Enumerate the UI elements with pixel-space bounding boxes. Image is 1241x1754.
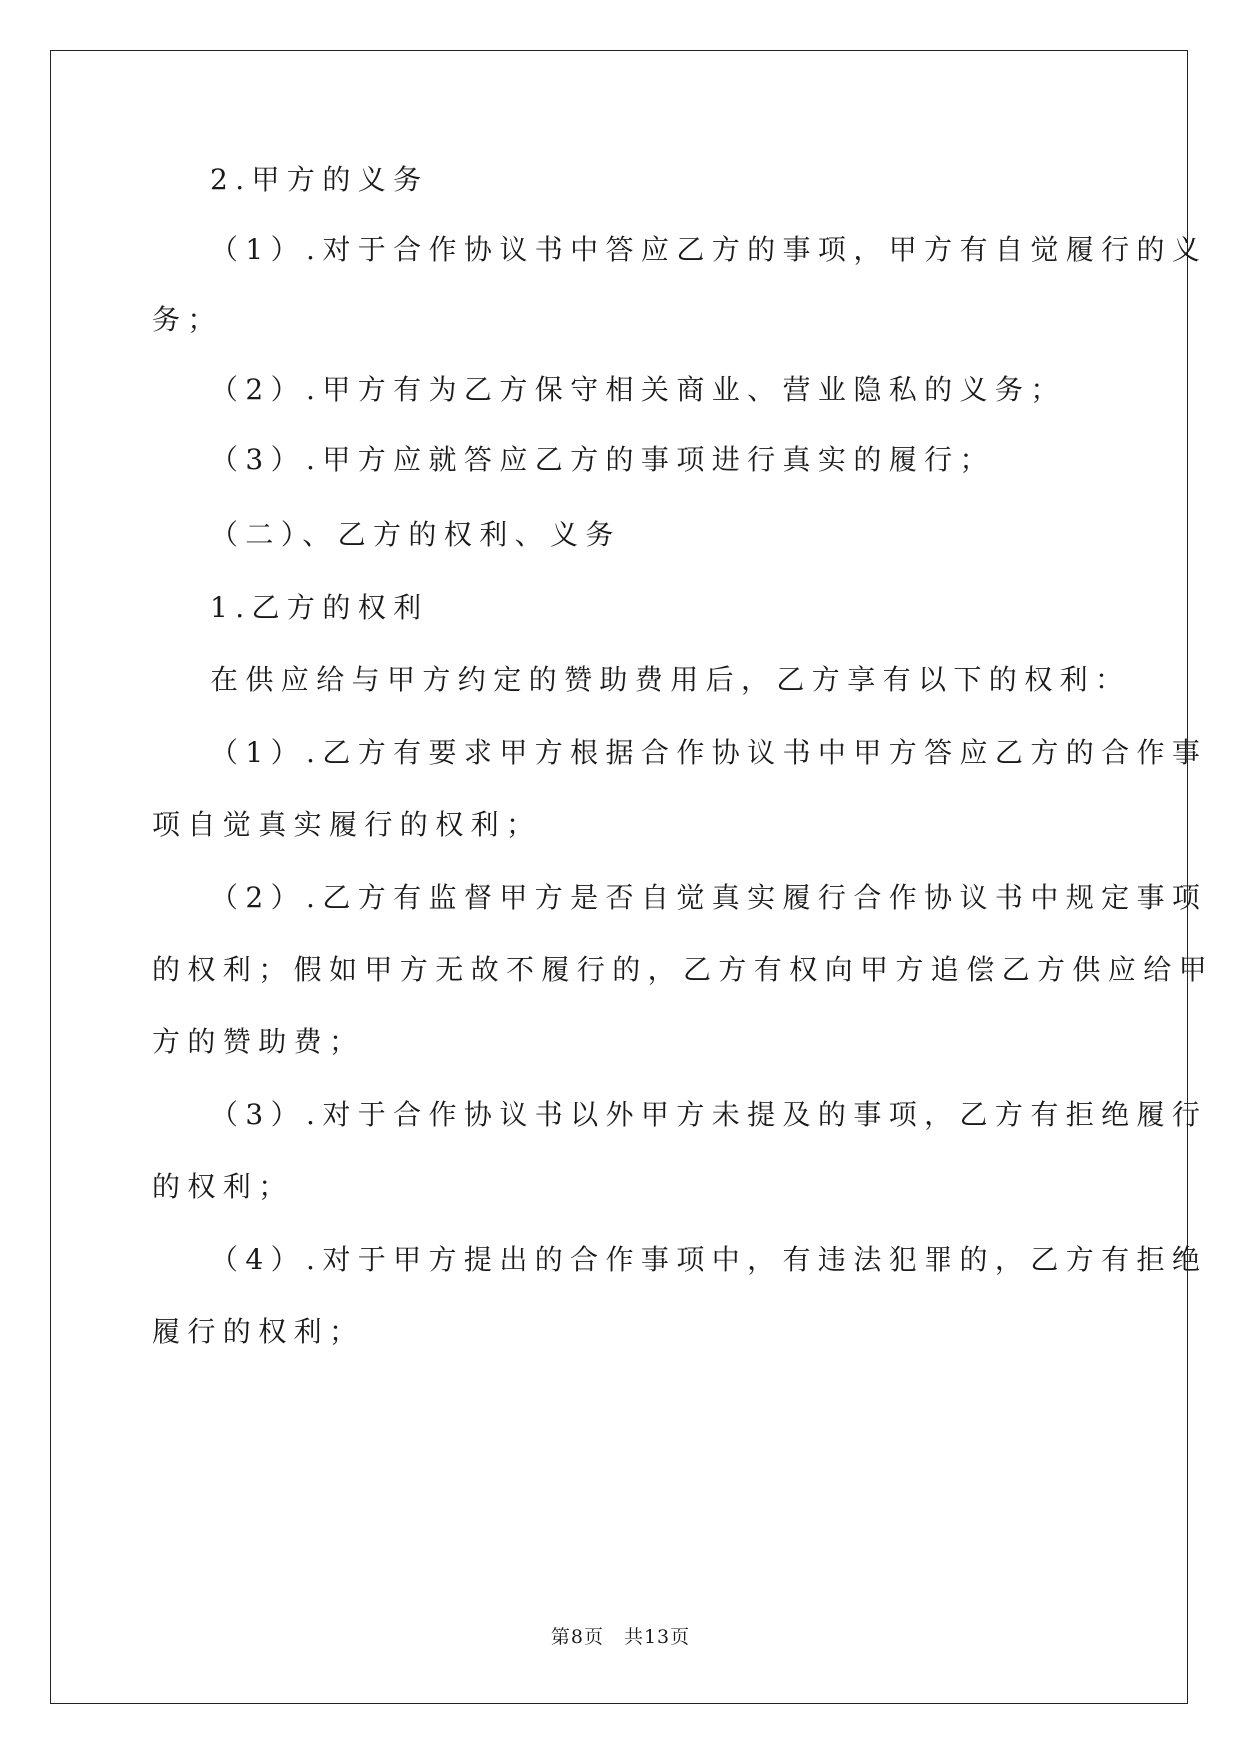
paragraph-line: 履行的权利； — [152, 1315, 365, 1348]
page-number-footer: 第8页 共13页 — [550, 1626, 691, 1648]
paragraph-line: （3）.甲方应就答应乙方的事项进行真实的履行； — [210, 443, 995, 476]
paragraph-line: 务； — [152, 303, 223, 336]
section-heading: （二）、乙方的权利、义务 — [210, 518, 621, 551]
paragraph-line: 方的赞助费； — [152, 1025, 365, 1058]
paragraph-line: 在供应给与甲方约定的赞助费用后，乙方享有以下的权利： — [210, 663, 1131, 696]
paragraph-line: （1）.乙方有要求甲方根据合作协议书中甲方答应乙方的合作事 — [210, 736, 1208, 769]
paragraph-line: （2）.甲方有为乙方保守相关商业、营业隐私的义务； — [210, 373, 1066, 406]
paragraph-line: （3）.对于合作协议书以外甲方未提及的事项，乙方有拒绝履行 — [210, 1098, 1208, 1131]
page-border — [50, 50, 1188, 1704]
subsection-heading: 1.乙方的权利 — [210, 591, 429, 624]
paragraph-line: （2）.乙方有监督甲方是否自觉真实履行合作协议书中规定事项 — [210, 881, 1208, 914]
paragraph-line: （1）.对于合作协议书中答应乙方的事项，甲方有自觉履行的义 — [210, 233, 1208, 266]
paragraph-line: 项自觉真实履行的权利； — [152, 808, 542, 841]
paragraph-line: 的权利； — [152, 1170, 294, 1203]
paragraph-line: 2.甲方的义务 — [210, 163, 429, 196]
paragraph-line: 的权利；假如甲方无故不履行的，乙方有权向甲方追偿乙方供应给甲 — [152, 953, 1215, 986]
paragraph-line: （4）.对于甲方提出的合作事项中，有违法犯罪的，乙方有拒绝 — [210, 1243, 1208, 1276]
